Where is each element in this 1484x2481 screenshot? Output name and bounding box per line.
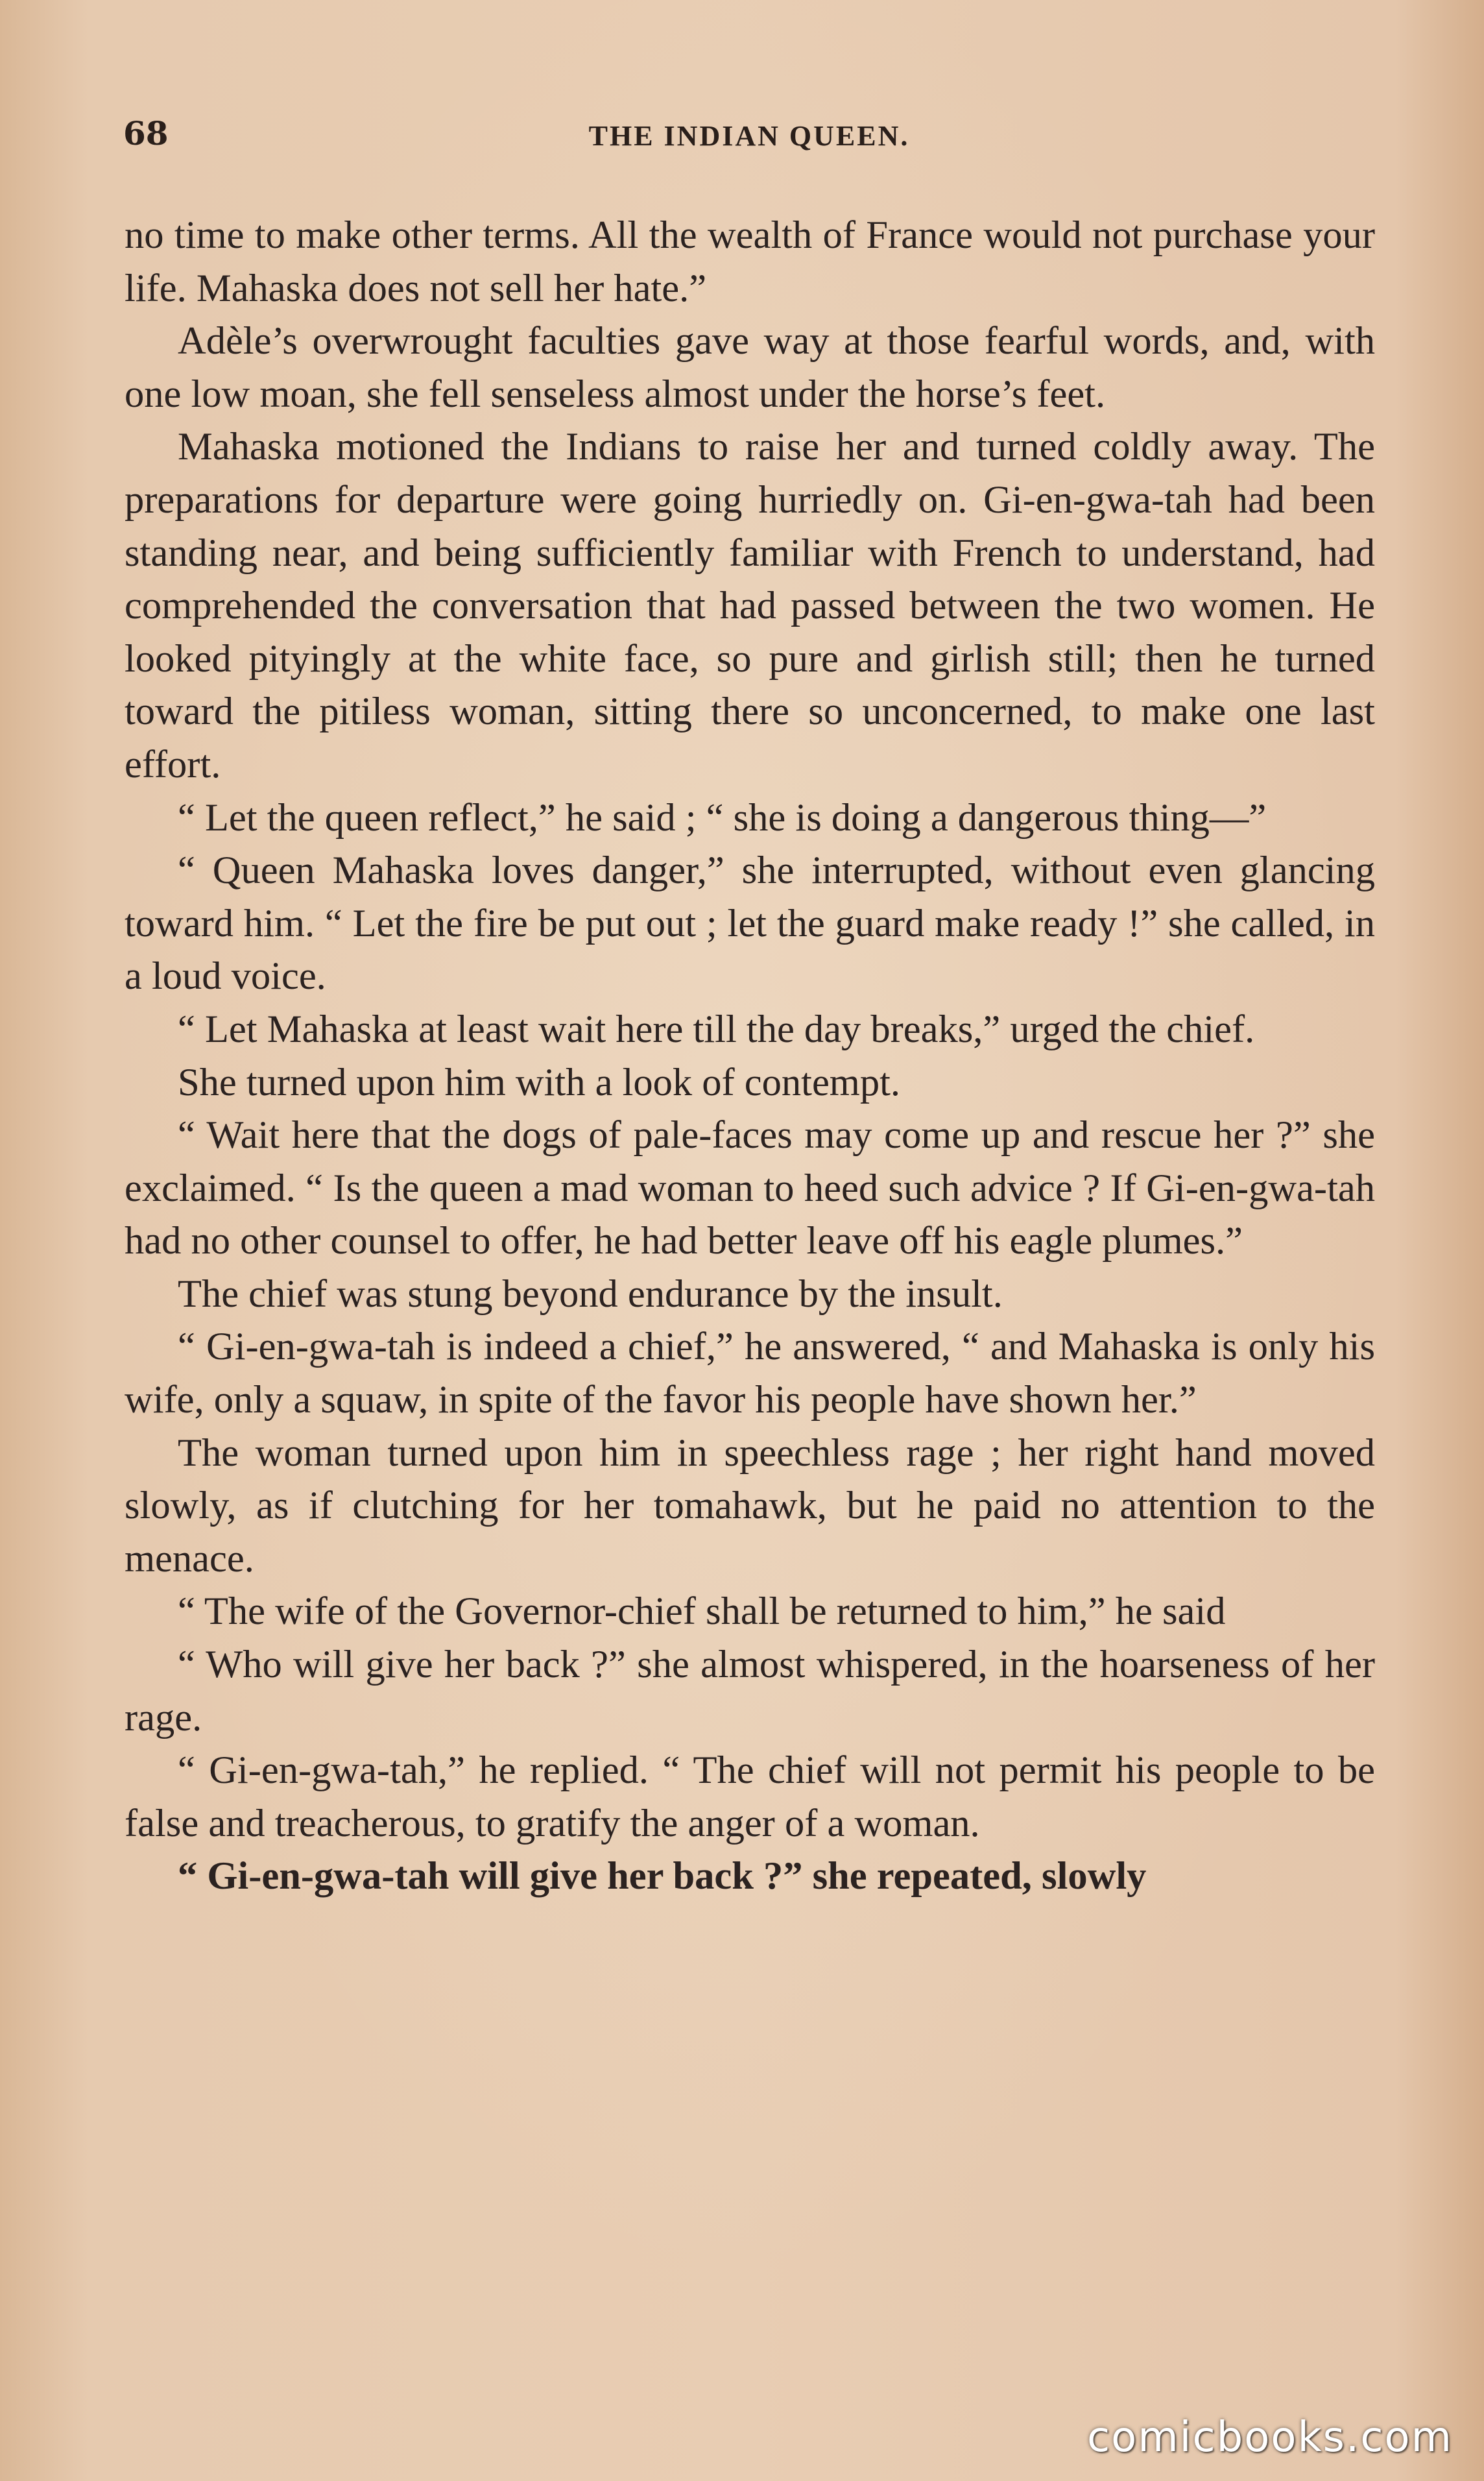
paragraph: “ Let Mahaska at least wait here till the day breaks,” urged the chief. xyxy=(178,1007,1255,1051)
paragraph: “ Gi-en-gwa-tah,” he replied. “ The chief will not permit his people to be false and treacherous, to gratify the anger of a woman. xyxy=(125,1749,1375,1845)
paragraph: “ Let the queen reflect,” he said ; “ she is doing a dangerous thing—” xyxy=(178,795,1267,840)
page-number: 68 xyxy=(123,114,169,152)
watermark-logo: comicbooks.com xyxy=(1086,2414,1453,2462)
paragraph: “ Who will give her back ?” she almost whispered, in the hoarseness of her rage. xyxy=(125,1643,1375,1739)
running-title: THE INDIAN QUEEN. xyxy=(588,120,910,152)
paragraph: “ Wait here that the dogs of pale-faces may come up and rescue her ?” she exclaimed. “ Is the queen a mad woman to heed such advice ? If Gi-en-gwa-tah had no other counsel to offer, he had better leave off his eagle plumes.” xyxy=(125,1113,1375,1263)
body-text xyxy=(125,209,1375,1903)
paragraph: Adèle’s overwrought faculties gave way at those fearful words, and, with one low moan, she fell senseless almost under the horse’s feet. xyxy=(125,319,1375,416)
paragraph: “ Queen Mahaska loves danger,” she interrupted, without even glancing toward him. “ Let the fire be put out ; let the guard make ready !” she called, in a loud voice. xyxy=(125,849,1375,998)
paragraph: The chief was stung beyond endurance by the insult. xyxy=(178,1272,1003,1316)
paragraph: She turned upon him with a look of contempt. xyxy=(178,1060,901,1104)
page-header xyxy=(123,114,1375,166)
paragraph: no time to make other terms. All the wealth of France would not purchase your life. Mahaska does not sell her hate.” xyxy=(125,213,1375,310)
paragraph: “ Gi-en-gwa-tah will give her back ?” she repeated, slowly xyxy=(178,1854,1147,1898)
paragraph: The woman turned upon him in speechless rage ; her right hand moved slowly, as if clutching for her tomahawk, but he paid no attention to the menace. xyxy=(125,1431,1375,1580)
paragraph: “ Gi-en-gwa-tah is indeed a chief,” he answered, “ and Mahaska is only his wife, only a squaw, in spite of the favor his people have shown her.” xyxy=(125,1325,1375,1422)
paragraph: Mahaska motioned the Indians to raise her and turned coldly away. The preparations for departure were going hurriedly on. Gi-en-gwa-tah had been standing near, and being sufficiently familiar with French to understand, had comprehended the conversation that had passed between the two women. He looked pityingly at the white face, so pure and girlish still; then he turned toward the pitiless woman, sitting there so unconcerned, to make one last effort. xyxy=(125,425,1375,786)
paragraph: “ The wife of the Governor-chief shall be returned to him,” he said xyxy=(178,1590,1226,1634)
